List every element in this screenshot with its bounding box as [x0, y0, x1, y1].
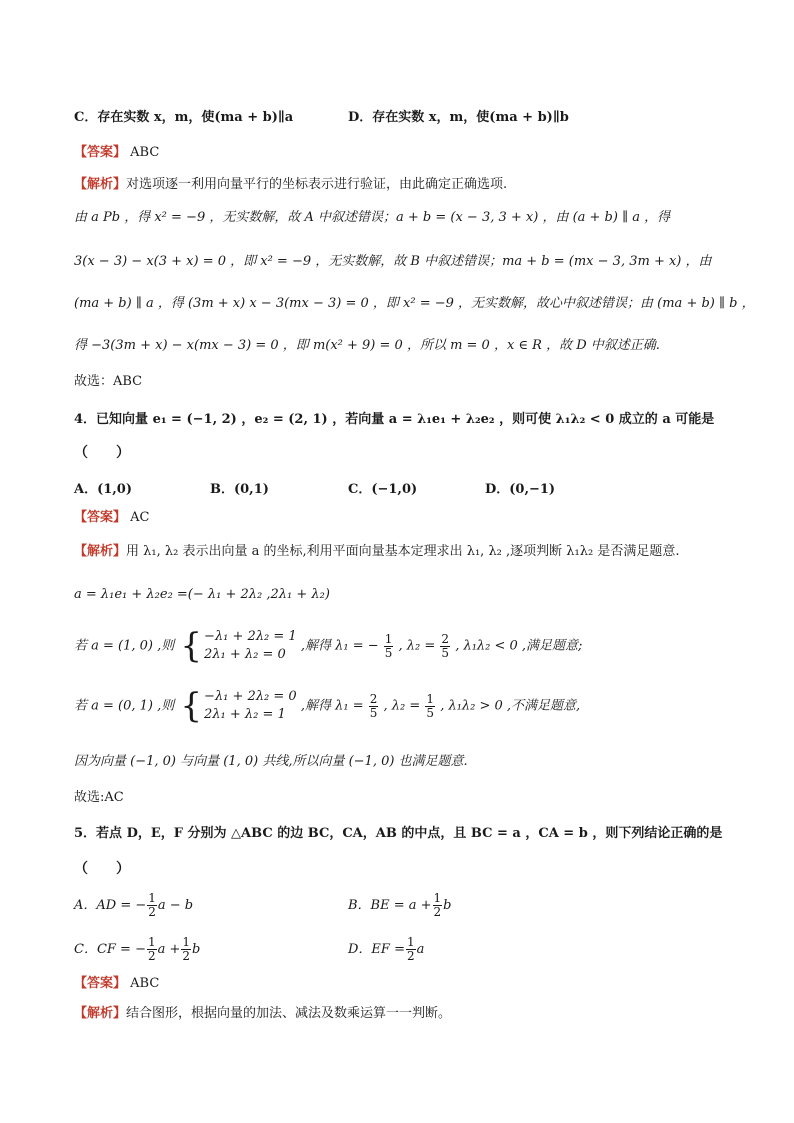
case-a-solution: ,解得 λ₁ = − [300, 638, 379, 654]
case-a-result: , λ₁λ₂ < 0 ,满足题意; [455, 638, 583, 654]
system-row: 2λ₁ + λ₂ = 0 [204, 647, 286, 662]
fraction-denominator: 2 [406, 949, 415, 963]
q3-analysis-line: (ma + b) ∥ a ，得 (3m + x) x − 3(mx − 3) = 0 ，即 x² = −9 ，无实数解，故心中叙述错误；由 (ma + b) ∥ b ， [74, 296, 755, 311]
analysis-text: 用 λ₁, λ₂ 表示出向量 a 的坐标,利用平面向量基本定理求出 λ₁, λ₂ ,逐项判断 λ₁λ₂ 是否满足题意. [126, 544, 680, 559]
q4-answer [74, 508, 150, 528]
q4-option-d: D．(0,−1) [485, 482, 556, 497]
q3-analysis-line: 3(x − 3) − x(3 + x) = 0 ，即 x² = −9 ，无实数解，故 B 中叙述错误；ma + b = (mx − 3, 3m + x) ，由 [74, 254, 712, 269]
answer-tag: 【答案】 [74, 145, 127, 160]
fraction-numerator: 1 [384, 631, 393, 646]
fraction-denominator: 2 [148, 905, 156, 919]
fraction-numerator: 1 [147, 935, 156, 949]
answer-value: ABC [130, 145, 160, 160]
case-a-solution: , λ₂ = [398, 638, 436, 654]
analysis-tag: 【解析】 [74, 544, 127, 559]
q4-answer-paren: （ ） [74, 445, 130, 461]
q5-option-c [74, 936, 200, 963]
answer-tag: 【答案】 [74, 510, 127, 525]
fraction-denominator: 5 [441, 645, 450, 660]
fraction-numerator: 1 [433, 891, 442, 905]
q3-option-d-text: D．存在实数 x，m，使(ma + b)∥b [348, 110, 569, 125]
answer-value: ABC [130, 976, 160, 991]
fraction-numerator: 1 [406, 935, 415, 949]
left-brace-icon: { [180, 626, 203, 666]
fraction [147, 892, 157, 919]
q4-case-a [74, 628, 582, 664]
fraction-denominator: 5 [369, 705, 378, 720]
q4-case-b [74, 688, 580, 724]
option-text: b [443, 898, 452, 913]
fraction-denominator: 2 [147, 949, 156, 963]
case-b-result: , λ₁λ₂ > 0 ,不满足题意, [440, 698, 581, 714]
fraction [369, 693, 379, 720]
answer-tag: 【答案】 [74, 976, 127, 991]
case-b-solution: ,解得 λ₁ = [300, 698, 364, 714]
q3-analysis-intro [74, 175, 507, 195]
fraction [147, 936, 157, 963]
fraction [384, 633, 394, 660]
q4-analysis-intro [74, 542, 679, 562]
system-row: −λ₁ + 2λ₂ = 0 [204, 689, 297, 704]
fraction-denominator: 5 [384, 645, 393, 660]
fraction-numerator: 2 [441, 631, 450, 646]
q5-option-a [74, 892, 193, 919]
option-text: a − b [157, 898, 194, 913]
case-a-system [178, 628, 296, 664]
q3-conclusion: 故选：ABC [74, 374, 143, 389]
q4-option-a: A．(1,0) [74, 482, 133, 497]
fraction-numerator: 1 [148, 891, 156, 905]
fraction [440, 633, 450, 660]
option-text: C．CF = − [74, 942, 146, 957]
q5-option-d [348, 936, 424, 963]
case-b-prefix: 若 a = (0, 1) ,则 [74, 698, 175, 714]
system-row: 2λ₁ + λ₂ = 1 [204, 707, 286, 722]
fraction [433, 892, 443, 919]
option-text: B．BE = a + [348, 898, 432, 913]
q4-option-c: C．(−1,0) [348, 482, 418, 497]
q3-analysis-line: 得 −3(3m + x) − x(mx − 3) = 0 ，即 m(x² + 9) = 0 ，所以 m = 0 ，x ∈ R ，故 D 中叙述正确. [74, 338, 660, 353]
fraction-numerator: 1 [426, 691, 435, 706]
left-brace-icon: { [180, 686, 203, 726]
option-text: a + [157, 942, 181, 957]
answer-value: AC [130, 510, 150, 525]
case-b-system [178, 688, 296, 724]
q4-stem: 4．已知向量 e₁ = (−1, 2) ，e₂ = (2, 1) ，若向量 a = λ₁e₁ + λ₂e₂ ，则可使 λ₁λ₂ < 0 成立的 a 可能是 [74, 412, 715, 427]
q5-option-b [348, 892, 452, 919]
fraction-denominator: 5 [426, 705, 435, 720]
q4-collinear-note: 因为向量 (−1, 0) 与向量 (1, 0) 共线,所以向量 (−1, 0) 也满足题意. [74, 754, 468, 769]
q3-option-c [74, 106, 293, 125]
analysis-tag: 【解析】 [74, 1006, 127, 1021]
fraction [406, 936, 416, 963]
fraction-denominator: 2 [182, 949, 191, 963]
q5-stem: 5．若点 D，E，F 分别为 △ABC 的边 BC，CA，AB 的中点，且 BC = a ，CA = b ，则下列结论正确的是 [74, 826, 723, 841]
option-text: a [416, 942, 425, 957]
fraction-numerator: 1 [182, 935, 191, 949]
system-row: −λ₁ + 2λ₂ = 1 [204, 629, 297, 644]
analysis-tag: 【解析】 [74, 177, 127, 192]
analysis-text: 结合图形，根据向量的加法、减法及数乘运算一一判断。 [126, 1006, 452, 1021]
option-text: A．AD = − [74, 898, 147, 913]
case-b-solution: , λ₂ = [383, 698, 421, 714]
q3-option-d [348, 106, 569, 125]
fraction-denominator: 2 [433, 905, 442, 919]
option-text: b [192, 942, 201, 957]
q3-option-c-text: C．存在实数 x，m，使(ma + b)∥a [74, 110, 294, 125]
q3-answer [74, 143, 159, 163]
option-text: D．EF = [348, 942, 405, 957]
q5-answer [74, 974, 159, 994]
q3-analysis-line: 由 a Pb ，得 x² = −9 ，无实数解，故 A 中叙述错误；a + b = (x − 3, 3 + x) ，由 (a + b) ∥ a ，得 [74, 210, 671, 225]
analysis-text: 对选项逐一利用向量平行的坐标表示进行验证，由此确定正确选项. [126, 177, 508, 192]
fraction [181, 936, 191, 963]
fraction-numerator: 2 [369, 691, 378, 706]
q4-vector-expression: a = λ₁e₁ + λ₂e₂ =(− λ₁ + 2λ₂ ,2λ₁ + λ₂) [74, 587, 330, 602]
case-a-prefix: 若 a = (1, 0) ,则 [74, 638, 175, 654]
q5-answer-paren: （ ） [74, 861, 130, 877]
q4-conclusion: 故选:AC [74, 790, 124, 805]
q5-analysis-intro [74, 1004, 451, 1024]
fraction [425, 693, 435, 720]
q4-option-b: B．(0,1) [210, 482, 269, 497]
